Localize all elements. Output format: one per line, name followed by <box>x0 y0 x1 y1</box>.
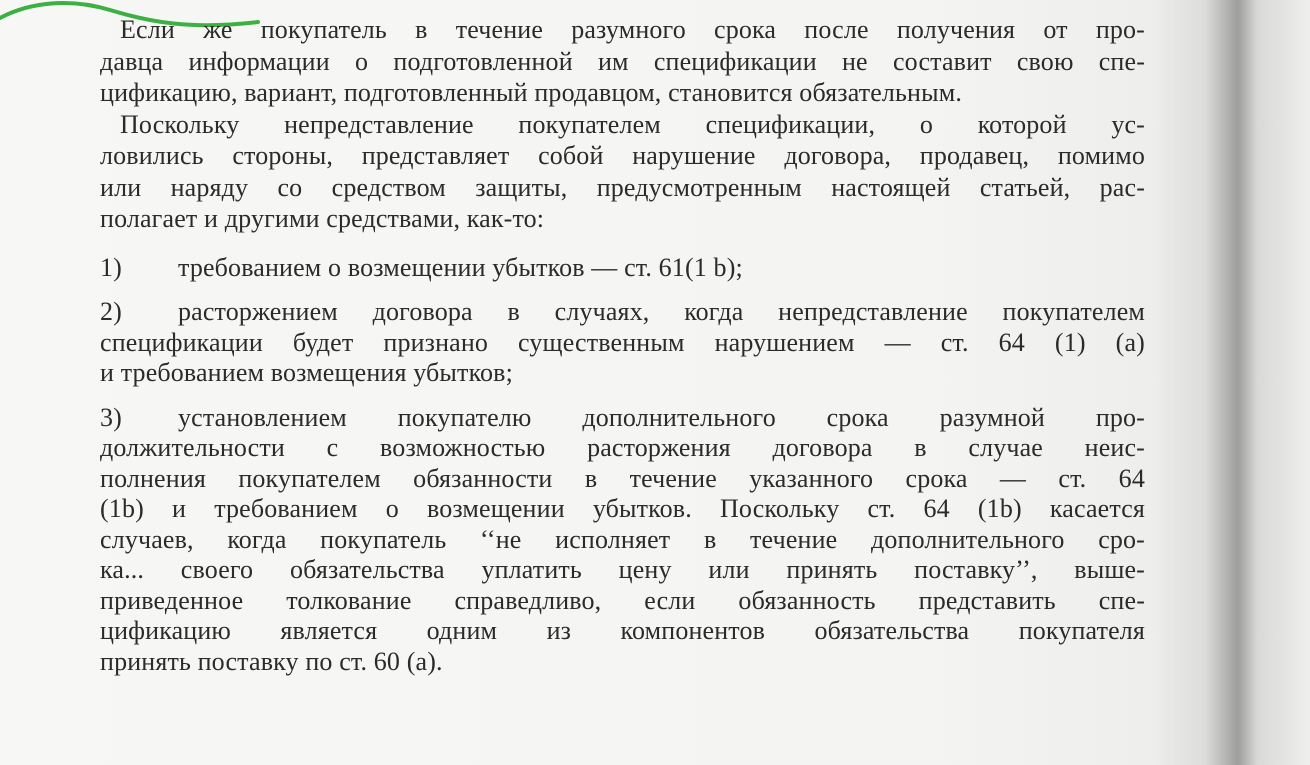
text-line: давца информации о подготовленной им спецификации не составит свою спе- <box>100 46 1145 76</box>
text-line: спецификации будет признано существенным нарушением — ст. 64 (1) (а) <box>100 327 1145 357</box>
list-item-1 <box>100 253 1145 284</box>
list-item-text: установлением покупателю дополнительного срока разумной про- <box>178 402 1145 432</box>
text-line: (1b) и требованием о возмещении убытков. Поскольку ст. 64 (1b) касается <box>100 494 1145 523</box>
text-line: полнения покупателем обязанности в течение указанного срока — ст. 64 <box>100 463 1145 493</box>
list-item-2 <box>100 297 1145 389</box>
list-item-text: расторжением договора в случаях, когда непредставление покупателем <box>178 297 1145 326</box>
text-line: Если же покупатель в течение разумного срока после получения от про- <box>120 15 1145 44</box>
list-item-first-line <box>100 297 1145 328</box>
text-line: цификацию является одним из компонентов обязательства покупателя <box>100 616 1145 645</box>
text-line: должительности с возможностью расторжения договора в случае неис- <box>100 433 1145 462</box>
list-item-number: 3) <box>100 402 122 432</box>
text-line: принять поставку по ст. 60 (а). <box>100 646 443 676</box>
text-line: приведенное толкование справедливо, если обязанность представить спе- <box>100 585 1145 615</box>
list-item-first-line <box>100 403 1145 434</box>
text-line: и требованием возмещения убытков; <box>100 358 513 387</box>
text-line: ловились стороны, представляет собой нарушение договора, продавец, помимо <box>100 141 1145 170</box>
text-line: или наряду со средством защиты, предусмотренным настоящей статьей, рас- <box>100 172 1145 202</box>
list-item-number: 1) <box>100 252 122 282</box>
document-text <box>100 14 1145 677</box>
list-item-text: требованием о возмещении убытков — ст. 61(1 b); <box>178 252 743 282</box>
text-line: ка... своего обязательства уплатить цену или принять поставку’’, выше- <box>100 555 1145 584</box>
list-item-number: 2) <box>100 297 122 326</box>
text-line: Поскольку непредставление покупателем спецификации, о которой ус- <box>120 109 1145 139</box>
paragraph-2 <box>100 109 1145 235</box>
text-line: полагает и другими средствами, как-то: <box>100 204 545 233</box>
numbered-list <box>100 253 1145 678</box>
paragraph-1 <box>100 14 1145 109</box>
text-line: случаев, когда покупатель ‘‘не исполняет в течение дополнительного сро- <box>100 524 1145 554</box>
text-line: цификацию, вариант, подготовленный продавцом, становится обязательным. <box>100 78 962 107</box>
list-item-first-line <box>100 253 1145 284</box>
list-item-3 <box>100 403 1145 678</box>
